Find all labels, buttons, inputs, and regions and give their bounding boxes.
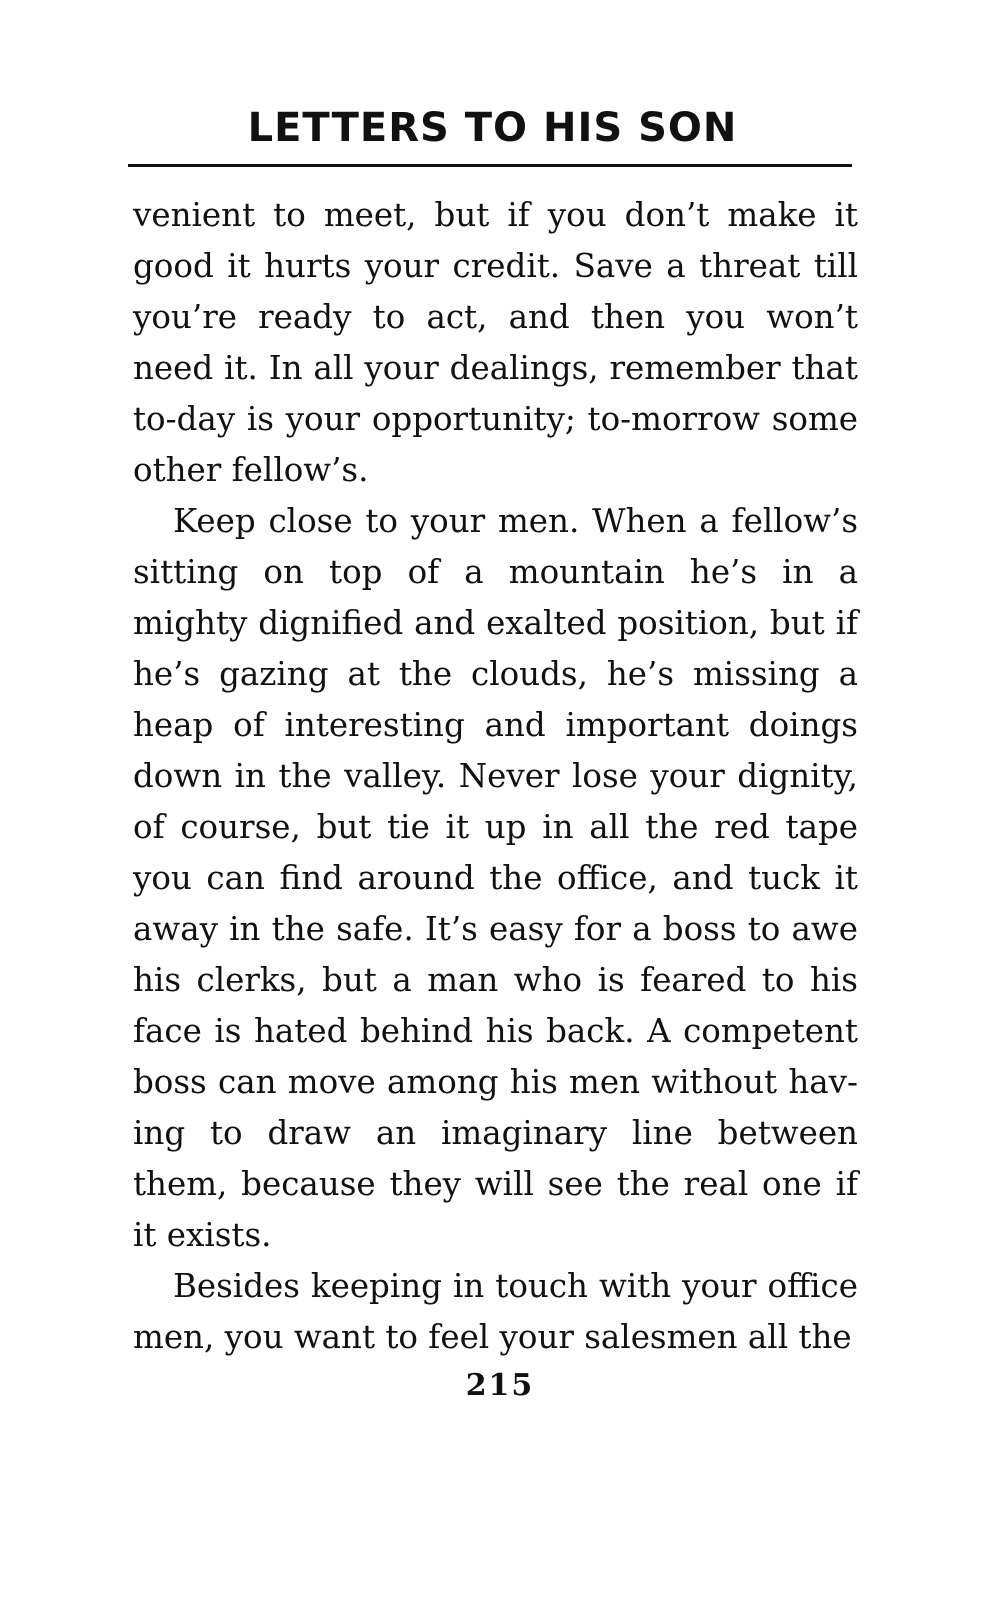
page-number: 215 xyxy=(465,1368,535,1403)
running-head-title: LETTERS TO HIS SON xyxy=(247,105,738,151)
paragraph-continued: venient to meet, but if you don’t make it good it hurts your credit. Save a threat till you’re ready to act, and then you won’t need it. In all your dealings, remember that to-day is your opportunity; to-morrow some other fellow’s. xyxy=(133,196,858,489)
body-text xyxy=(133,190,858,1363)
paragraph-keep-close: Keep close to your men. When a fellow’s sitting on top of a mountain he’s in a mighty dignified and exalted position, but if he’s gazing at the clouds, he’s missing a heap of interesting and important doings down in the valley. Never lose your dignity, of course, but tie it up in all the red tape you can find around the office, and tuck it away in the safe. It’s easy for a boss to awe his clerks, but a man who is feared to his face is hated behind his back. A competent boss can move among his men without having to draw an imaginary line between them, because they will see the real one if it exists. xyxy=(133,502,858,1254)
header-rule xyxy=(128,164,852,167)
paragraph-besides: Besides keeping in touch with your office men, you want to feel your salesmen all the xyxy=(133,1267,858,1356)
